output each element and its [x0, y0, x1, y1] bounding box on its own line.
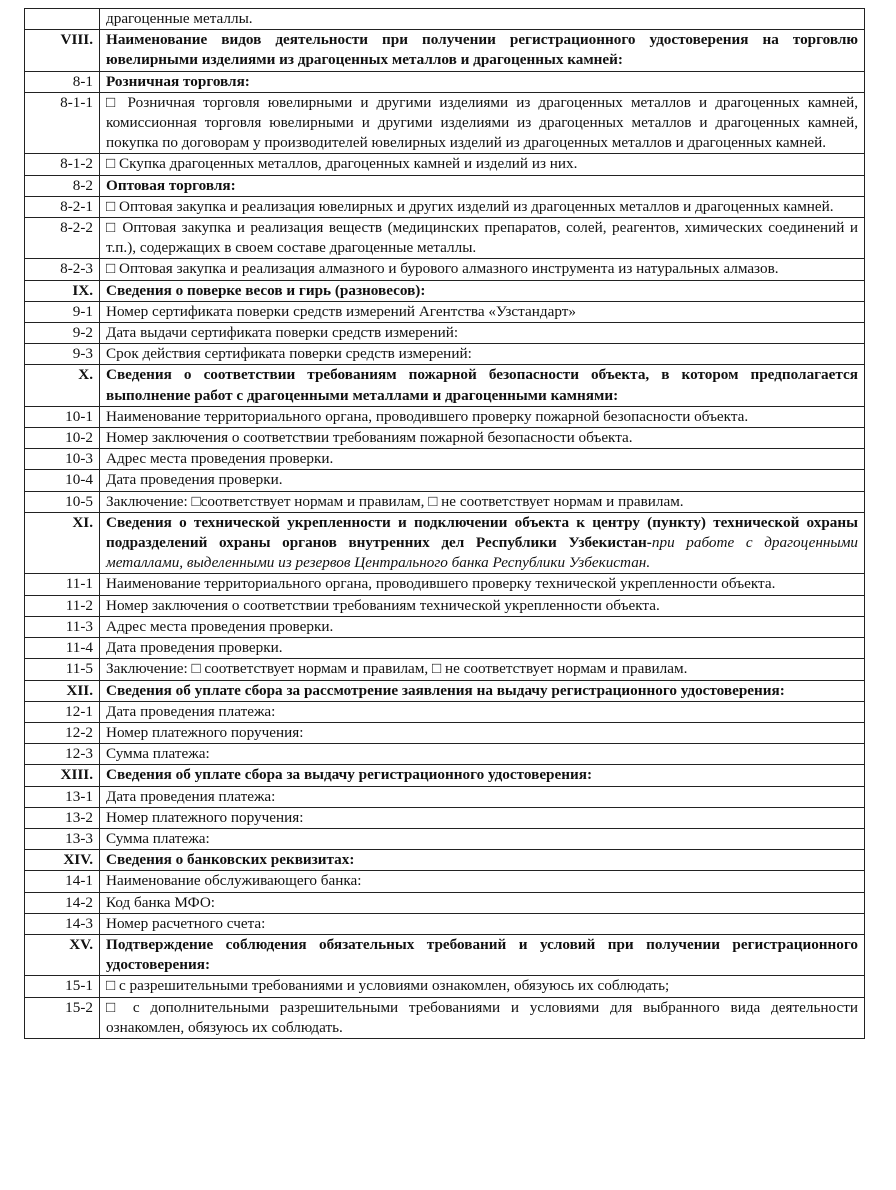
row-text-cell: [100, 997, 865, 1038]
row-text-cell: [100, 892, 865, 913]
row-text: Номер платежного поручения:: [106, 808, 304, 826]
row-text: Подтверждение соблюдения обязательных требований и условий при получении регистрационного удостоверения:: [106, 935, 858, 974]
item-row: [25, 638, 865, 659]
row-text-cell: [100, 9, 865, 30]
row-number: 8-1: [25, 71, 100, 92]
row-number: [25, 9, 100, 30]
item-row: [25, 786, 865, 807]
row-number: 13-2: [25, 807, 100, 828]
row-text: Наименование территориального органа, проводившего проверку пожарной безопасности объекта.: [106, 407, 749, 425]
row-text-cell: [100, 301, 865, 322]
row-text-cell: [100, 574, 865, 595]
row-text-cell: [100, 722, 865, 743]
item-row: [25, 616, 865, 637]
registration-form-table: [24, 8, 865, 1039]
item-row: [25, 913, 865, 934]
item-row: [25, 892, 865, 913]
row-text-cell: [100, 512, 865, 574]
row-number: IX.: [25, 280, 100, 301]
row-number: 12-3: [25, 744, 100, 765]
row-text: □ с дополнительными разрешительными требованиями и условиями для выбранного вида деятельности ознакомлен, обязуюсь их соблюдать.: [106, 998, 858, 1036]
row-text: □ Розничная торговля ювелирными и другими изделиями из драгоценных металлов и драгоценных камней, комиссионная торговля ювелирными и другими изделиями из драгоценных металлов и драгоценных камней, покупка по договорам у производителей ювелирных изделий из драгоценных металлов и драгоценных камней.: [106, 93, 858, 152]
row-text-cell: [100, 365, 865, 406]
row-text: Оптовая торговля:: [106, 176, 236, 194]
row-text: Сведения об уплате сбора за рассмотрение заявления на выдачу регистрационного удостоверения:: [106, 681, 785, 699]
subsection-row: [25, 175, 865, 196]
item-row: [25, 154, 865, 175]
row-text: Сведения о поверке весов и гирь (разновесов):: [106, 281, 426, 299]
row-text: Розничная торговля:: [106, 72, 250, 90]
item-row: [25, 701, 865, 722]
row-number: XIII.: [25, 765, 100, 786]
row-number: 13-1: [25, 786, 100, 807]
row-text: Сведения о технической укрепленности и подключении объекта к центру (пункту) технической охраны подразделений охраны органов внутренних дел Республики Узбекистан-: [106, 513, 858, 552]
row-text-cell: [100, 259, 865, 280]
row-number: 8-1-1: [25, 92, 100, 154]
row-text: Сумма платежа:: [106, 829, 210, 847]
row-text-cell: [100, 659, 865, 680]
row-number: 10-5: [25, 491, 100, 512]
row-number: 10-4: [25, 470, 100, 491]
row-number: 10-2: [25, 428, 100, 449]
row-text: Адрес места проведения проверки.: [106, 617, 334, 635]
row-number: 10-3: [25, 449, 100, 470]
row-number: VIII.: [25, 30, 100, 71]
row-text-cell: [100, 680, 865, 701]
row-text-cell: [100, 595, 865, 616]
item-row: [25, 92, 865, 154]
row-number: XI.: [25, 512, 100, 574]
row-number: 11-2: [25, 595, 100, 616]
section-row: [25, 512, 865, 574]
item-row: [25, 976, 865, 997]
row-number: XIV.: [25, 850, 100, 871]
item-row: [25, 871, 865, 892]
item-row: [25, 323, 865, 344]
row-number: 14-1: [25, 871, 100, 892]
row-number: 15-2: [25, 997, 100, 1038]
row-text: Сумма платежа:: [106, 745, 210, 763]
row-text-cell: [100, 934, 865, 975]
section-row: [25, 365, 865, 406]
row-text: Адрес места проведения проверки.: [106, 450, 334, 468]
row-number: 8-2-2: [25, 218, 100, 259]
row-text-cell: [100, 92, 865, 154]
item-row: [25, 807, 865, 828]
row-number: 11-4: [25, 638, 100, 659]
row-text-cell: [100, 871, 865, 892]
item-row: [25, 491, 865, 512]
row-text: Сведения о соответствии требованиям пожарной безопасности объекта, в котором предполагается выполнение работ с драгоценными металлами и драгоценными камнями:: [106, 366, 858, 404]
row-text-cell: [100, 976, 865, 997]
row-text: Наименование обслуживающего банка:: [106, 872, 362, 890]
row-number: 9-2: [25, 323, 100, 344]
item-row: [25, 301, 865, 322]
item-row: [25, 595, 865, 616]
row-text: □ Оптовая закупка и реализация веществ (медицинских препаратов, солей, реагентов, химических соединений и т.п.), содержащих в своем составе драгоценные металлы.: [106, 219, 858, 257]
row-text-cell: [100, 470, 865, 491]
row-text-cell: [100, 701, 865, 722]
row-number: 12-2: [25, 722, 100, 743]
row-text-cell: [100, 428, 865, 449]
row-text: Номер заключения о соответствии требованиям технической укрепленности объекта.: [106, 596, 660, 614]
section-row: [25, 280, 865, 301]
subsection-row: [25, 71, 865, 92]
item-row: [25, 9, 865, 30]
row-text: Заключение: □ соответствует нормам и правилам, □ не соответствует нормам и правилам.: [106, 660, 688, 678]
row-number: X.: [25, 365, 100, 406]
row-number: XV.: [25, 934, 100, 975]
row-text-cell: [100, 406, 865, 427]
row-text-cell: [100, 154, 865, 175]
row-text: Дата выдачи сертификата поверки средств измерений:: [106, 324, 459, 342]
row-text: □ Оптовая закупка и реализация ювелирных и других изделий из драгоценных металлов и драгоценных камней.: [106, 197, 834, 215]
row-number: 8-2: [25, 175, 100, 196]
row-text-cell: [100, 638, 865, 659]
section-row: [25, 934, 865, 975]
row-number: 8-2-3: [25, 259, 100, 280]
row-text-cell: [100, 744, 865, 765]
item-row: [25, 997, 865, 1038]
row-text-cell: [100, 449, 865, 470]
row-text: Сведения об уплате сбора за выдачу регистрационного удостоверения:: [106, 766, 593, 784]
row-text: Срок действия сертификата поверки средств измерений:: [106, 345, 472, 363]
row-text-cell: [100, 828, 865, 849]
row-text: Номер платежного поручения:: [106, 723, 304, 741]
row-text: Сведения о банковских реквизитах:: [106, 851, 355, 869]
row-number: 14-2: [25, 892, 100, 913]
section-row: [25, 30, 865, 71]
row-text: Заключение: □соответствует нормам и правилам, □ не соответствует нормам и правилам.: [106, 492, 684, 510]
row-number: XII.: [25, 680, 100, 701]
row-text-cell: [100, 491, 865, 512]
row-note: при работе с драгоценными металлами, выделенными из резервов Центрального банка Республики Узбекистан.: [106, 534, 858, 572]
item-row: [25, 744, 865, 765]
row-number: 11-3: [25, 616, 100, 637]
item-row: [25, 828, 865, 849]
item-row: [25, 449, 865, 470]
row-text-cell: [100, 71, 865, 92]
row-text-cell: [100, 786, 865, 807]
row-text: Номер заключения о соответствии требованиям пожарной безопасности объекта.: [106, 429, 633, 447]
row-text-cell: [100, 323, 865, 344]
form-rows: [25, 9, 865, 1039]
row-text: Номер расчетного счета:: [106, 914, 266, 932]
section-row: [25, 765, 865, 786]
item-row: [25, 428, 865, 449]
row-number: 13-3: [25, 828, 100, 849]
row-number: 11-1: [25, 574, 100, 595]
row-number: 9-3: [25, 344, 100, 365]
row-text: □ с разрешительными требованиями и условиями ознакомлен, обязуюсь их соблюдать;: [106, 977, 670, 995]
row-text: Номер сертификата поверки средств измерений Агентства «Узстандарт»: [106, 302, 576, 320]
row-number: 8-2-1: [25, 196, 100, 217]
row-text-cell: [100, 218, 865, 259]
row-text: Дата проведения проверки.: [106, 471, 283, 489]
row-text-cell: [100, 30, 865, 71]
document-page: [24, 8, 864, 1039]
section-row: [25, 850, 865, 871]
row-text: Код банка МФО:: [106, 893, 216, 911]
row-text-cell: [100, 765, 865, 786]
row-text-cell: [100, 850, 865, 871]
row-text: □ Оптовая закупка и реализация алмазного и бурового алмазного инструмента из натуральных алмазов.: [106, 260, 779, 278]
item-row: [25, 406, 865, 427]
row-text: □ Скупка драгоценных металлов, драгоценных камней и изделий из них.: [106, 155, 578, 173]
row-number: 11-5: [25, 659, 100, 680]
row-text: Наименование территориального органа, проводившего проверку технической укрепленности объекта.: [106, 575, 776, 593]
item-row: [25, 659, 865, 680]
row-text-cell: [100, 196, 865, 217]
row-text: Наименование видов деятельности при получении регистрационного удостоверения на торговлю ювелирными изделиями из драгоценных металлов и драгоценных камней:: [106, 31, 858, 69]
item-row: [25, 218, 865, 259]
row-text-cell: [100, 344, 865, 365]
row-text-cell: [100, 913, 865, 934]
section-row: [25, 680, 865, 701]
row-text-cell: [100, 280, 865, 301]
item-row: [25, 259, 865, 280]
row-number: 9-1: [25, 301, 100, 322]
row-number: 12-1: [25, 701, 100, 722]
row-text-cell: [100, 175, 865, 196]
row-text: Дата проведения проверки.: [106, 639, 283, 657]
row-text-cell: [100, 807, 865, 828]
row-number: 14-3: [25, 913, 100, 934]
item-row: [25, 574, 865, 595]
row-text: Дата проведения платежа:: [106, 787, 276, 805]
item-row: [25, 722, 865, 743]
row-number: 10-1: [25, 406, 100, 427]
row-number: 15-1: [25, 976, 100, 997]
row-text: драгоценные металлы.: [106, 10, 253, 27]
item-row: [25, 344, 865, 365]
item-row: [25, 470, 865, 491]
item-row: [25, 196, 865, 217]
row-text-cell: [100, 616, 865, 637]
row-text: Дата проведения платежа:: [106, 702, 276, 720]
row-number: 8-1-2: [25, 154, 100, 175]
